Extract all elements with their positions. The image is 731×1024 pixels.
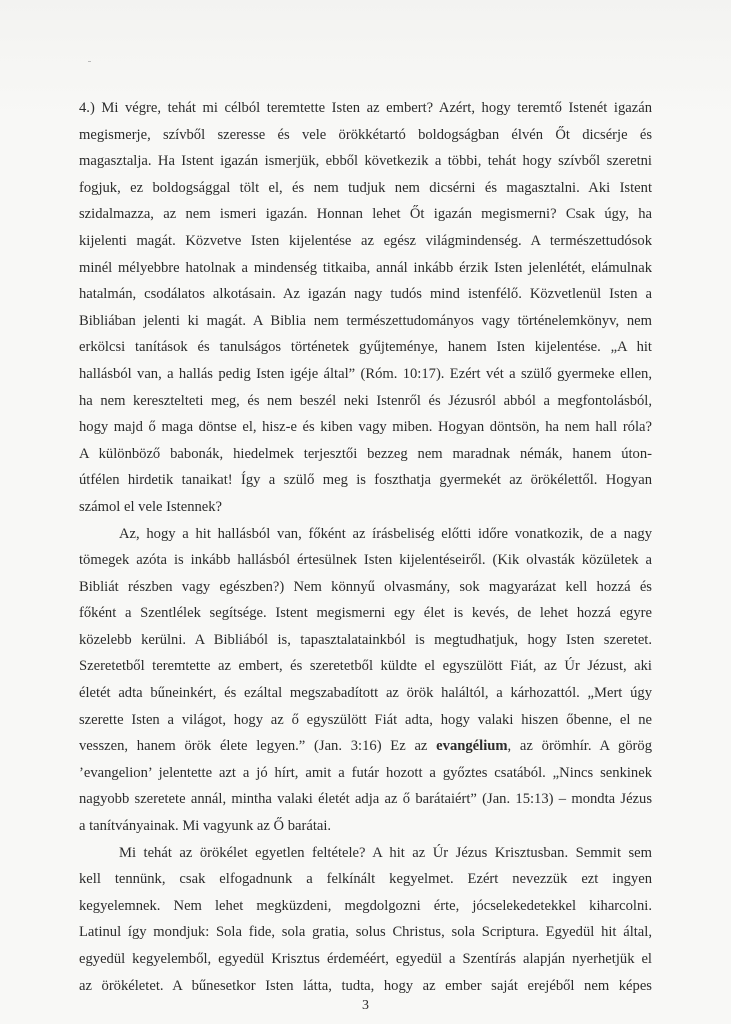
text-line: ’evangelion’ jelentette azt a jó hírt, amit a futár hozott a győztes csatából. „Nincs senkinek <box>79 764 652 781</box>
text-line: megismerje, szívből szeresse és vele örökkétartó boldogságban élvén Őt dicsérje és <box>79 126 652 143</box>
text-line: Szeretetből teremtette az embert, és szeretetből küldte el egyszülött Fiát, az Úr Jézust, aki <box>79 658 652 675</box>
text-line: szidalmazza, az nem ismeri igazán. Honnan lehet Őt igazán megismerni? Csak úgy, ha <box>79 206 652 223</box>
text-line: kell tennünk, csak elfogadnunk a felkínált kegyelmet. Ezért nevezzük ezt ingyen <box>79 871 652 888</box>
text-line: hogy majd ő maga döntse el, hisz-e és kiben vagy miben. Hogyan döntsön, ha nem hall róla? <box>79 419 652 436</box>
text-line: hatalmán, csodálatos alkotásain. Az igazán nagy tudós mind istenfélő. Közvetlenül Isten a <box>79 286 652 303</box>
text-line: kegyelemnek. Nem lehet megküzdeni, megdolgozni érte, jócselekedetekkel kiharcolni. <box>79 897 652 914</box>
text-line: nagyobb szeretete annál, mintha valaki életét adja az ő barátaiért” (Jan. 15:13) – mondta Jézus <box>79 791 652 808</box>
text-line: A különböző babonák, hiedelmek terjesztői bezzeg nem maradnak némák, hanem úton- <box>79 445 652 462</box>
text-line: főként a Szentlélek segítsége. Istent megismerni egy élet is kevés, de lehet hozzá egyre <box>79 605 652 622</box>
text-line: az örökéletet. A bűnesetkor Isten látta, tudta, hogy az ember saját erejéből nem képes <box>79 977 652 994</box>
text-line: fogjuk, ez boldogsággal tölt el, és nem tudjuk nem dicsérni és magasztalni. Aki Istent <box>79 179 652 196</box>
text-line: Bibliát részben vagy egészben?) Nem könnyű olvasmány, sok magyarázat kell hozzá és <box>79 578 652 595</box>
text-line: egyedül kegyelemből, egyedül Krisztus érdeméért, egyedül a Szentírás alapján nyerhetjük el <box>79 951 652 967</box>
text-line: hallásból van, a hallás pedig Isten igéje által” (Róm. 10:17). Ezért vét a szülő gyermeke ellen, <box>79 365 652 382</box>
body-text <box>79 95 652 999</box>
text-line: 4.) Mi végre, tehát mi célból teremtette Isten az embert? Azért, hogy teremtő Istenét igazán <box>79 100 652 116</box>
text-line: Mi tehát az örökélet egyetlen feltétele? A hit az Úr Jézus Krisztusban. Semmit sem <box>119 844 652 861</box>
text-line: közelebb kerülni. A Bibliából is, tapasztalatainkból is megtudhatjuk, hogy Isten szeretet. <box>79 631 652 648</box>
text-line: szerette Isten a világot, hogy az ő egyszülött Fiát adta, hogy valaki hiszen őbenne, el ne <box>79 711 652 728</box>
text-line: kijelenti magát. Közvetve Isten kijelentése az egész világmindenség. A természettudósok <box>79 232 652 249</box>
text-line: Az, hogy a hit hallásból van, főként az írásbeliség előtti időre vonatkozik, de a nagy <box>119 525 652 542</box>
page-number: 3 <box>362 998 369 1013</box>
text-line: tömegek azóta is inkább hallásból értesülnek Isten kijelentéseiről. (Kik olvasták közületek a <box>79 552 652 569</box>
text-line: a tanítványainak. Mi vagyunk az Ő barátai. <box>79 818 332 835</box>
emphasized-word: evangélium <box>436 738 508 755</box>
text-line: vesszen, hanem örök élete legyen.” (Jan. 3:16) Ez az evangélium, az örömhír. A görög <box>79 738 652 755</box>
text-line: minél mélyebbre hatolnak a mindenség titkaiba, annál inkább érzik Isten jelenlétét, elámulnak <box>79 259 652 276</box>
text-line: magasztalja. Ha Istent igazán ismerjük, ebből következik a többi, tehát hogy szívből szeretni <box>79 153 652 170</box>
text-line: erkölcsi tanítások és tanulságos történetek gyűjteménye, hanem Isten kijelentése. „A hit <box>79 339 652 356</box>
text-line: Bibliában jelenti ki magát. A Biblia nem természettudományos vagy történelemkönyv, nem <box>79 312 652 329</box>
text-line: ha nem keresztelteti meg, és nem beszél neki Istenről és Jézusról abból a megfontolásból, <box>79 392 652 409</box>
text-line: Latinul így mondjuk: Sola fide, sola gratia, solus Christus, sola Scriptura. Egyedül hit által, <box>79 924 652 941</box>
text-line: útfélen hirdetik tanaikat! Így a szülő meg is foszthatja gyermekét az örökélettől. Hogyan <box>79 472 652 489</box>
text-line: életét adta bűneinkért, és ezáltal megszabadított az örök haláltól, a kárhozattól. „Mert úgy <box>79 685 652 702</box>
text-line: számol el vele Istennek? <box>79 498 223 515</box>
scan-speck <box>88 61 91 62</box>
